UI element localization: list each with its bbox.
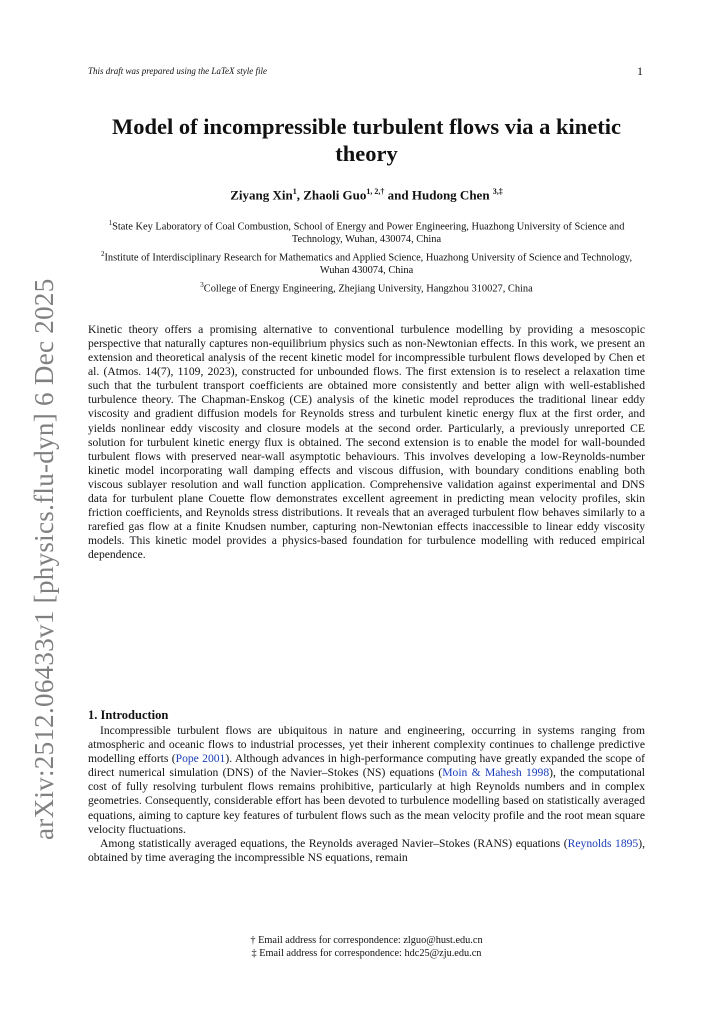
paragraph-text: Among statistically averaged equations, the Reynolds averaged Navier–Stokes (RANS) equations (	[100, 836, 568, 850]
author-affiliation-mark: 1	[292, 187, 297, 196]
author-list	[88, 187, 645, 203]
footnote-correspondence: ‡ Email address for correspondence: hdc25@zju.edu.cn	[251, 948, 482, 959]
affiliation-text: Institute of Interdisciplinary Research for Mathematics and Applied Science, Huazhong University of Science and Technology, Wuhan 430074, China	[104, 252, 633, 277]
author-separator: and	[384, 187, 412, 203]
author-separator: ,	[296, 187, 304, 203]
affiliation	[100, 248, 633, 278]
author-affiliation-mark: 3,‡	[492, 187, 503, 196]
arxiv-identifier-watermark: arXiv:2512.06433v1 [physics.flu-dyn] 6 Dec 2025	[29, 278, 59, 840]
running-header-note: This draft was prepared using the LaTeX style file	[88, 66, 268, 76]
paragraph-text: ), the computational cost of fully resolving turbulent flows remains prohibitive, particularly at high Reynolds numbers and in complex geometries. Consequently, considerable effort has been devoted to turbulence modelling based on statistically averaged equations, aiming to capture key features of turbulent flows such as the mean velocity profile and the root mean square velocity fluctuations.	[88, 766, 645, 836]
paragraph-text: ). Although advances in high-performance computing have greatly expanded the scope of direct numerical simulation (DNS) of the Navier–Stokes (NS) equations (	[88, 752, 645, 780]
paragraph	[88, 724, 645, 837]
footnote-correspondence: † Email address for correspondence: zlguo@hust.edu.cn	[250, 935, 483, 946]
affiliation	[100, 217, 633, 247]
introduction-body	[88, 724, 645, 865]
affiliation-mark: 1	[108, 219, 113, 227]
affiliation-list	[100, 217, 633, 297]
page-number: 1	[637, 64, 643, 78]
affiliation	[100, 279, 633, 296]
citation-link[interactable]: Reynolds 1895	[567, 836, 639, 850]
section-heading: 1. Introduction	[88, 708, 169, 722]
author-affiliation-mark: 1, 2,†	[366, 187, 385, 196]
paper-title: Model of incompressible turbulent flows via a kinetic theory	[112, 114, 621, 166]
paragraph-text: ), obtained by time averaging the incompressible NS equations, remain	[88, 836, 645, 864]
affiliation-mark: 2	[100, 250, 105, 259]
citation-link[interactable]: Moin & Mahesh 1998	[442, 766, 550, 780]
affiliation-text: State Key Laboratory of Coal Combustion, School of Energy and Power Engineering, Huazhong University of Science and Technology, Wuhan, 430074, China	[112, 221, 625, 246]
affiliation-mark: 3	[200, 281, 204, 290]
author-name: Ziyang Xin	[230, 187, 293, 203]
affiliation-text: College of Energy Engineering, Zhejiang University, Hangzhou 310027, China	[203, 283, 533, 295]
author-name: Zhaoli Guo	[303, 187, 367, 203]
abstract: Kinetic theory offers a promising alternative to conventional turbulence modelling by providing a mesoscopic perspective that naturally captures non-equilibrium physics such as non-Newtonian effects. In this work, we present an extension and theoretical analysis of the recent kinetic model for incompressible turbulent flows developed by Chen et al. (Atmos. 14(7), 1109, 2023), constructed for unbounded flows. The first extension is to reselect a relaxation time such that the turbulent transport coefficients are obtained more consistently and better align with well-established turbulence theory. The Chapman-Enskog (CE) analysis of the kinetic model reproduces the traditional linear eddy viscosity and gradient diffusion models for Reynolds stress and turbulent kinetic energy flux at the first order, and yields nonlinear eddy viscosity and closure models at the second order. Particularly, a previously unreported CE solution for turbulent kinetic energy flux is obtained. The second extension is to enable the model for wall-bounded turbulent flows with preserved near-wall asymptotic behaviours. This involves developing a low-Reynolds-number kinetic model incorporating wall damping effects and viscous diffusion, with boundary conditions enabling both viscous sublayer resolution and wall function application. Comprehensive validation against experimental and DNS data for turbulent plane Couette flow demonstrates excellent agreement in predicting mean velocity profiles, skin friction coefficients, and Reynolds stress distributions. It reveals that an averaged turbulent flow behaves similarly to a rarefied gas flow at a finite Knudsen number, capturing non-Newtonian effects inaccessible to linear eddy viscosity models. This kinetic model provides a physics-based foundation for turbulence modelling with reduced empirical dependence.	[88, 323, 645, 562]
paragraph	[88, 837, 645, 865]
footnotes	[88, 934, 645, 960]
citation-link[interactable]: Pope 2001	[175, 752, 226, 766]
author-name: Hudong Chen	[411, 187, 493, 203]
paragraph-text: Incompressible turbulent flows are ubiquitous in nature and engineering, occurring in systems ranging from atmospheric and oceanic flows to industrial processes, yet their inherent complexity continues to challenge predictive modelling efforts (	[88, 724, 645, 766]
